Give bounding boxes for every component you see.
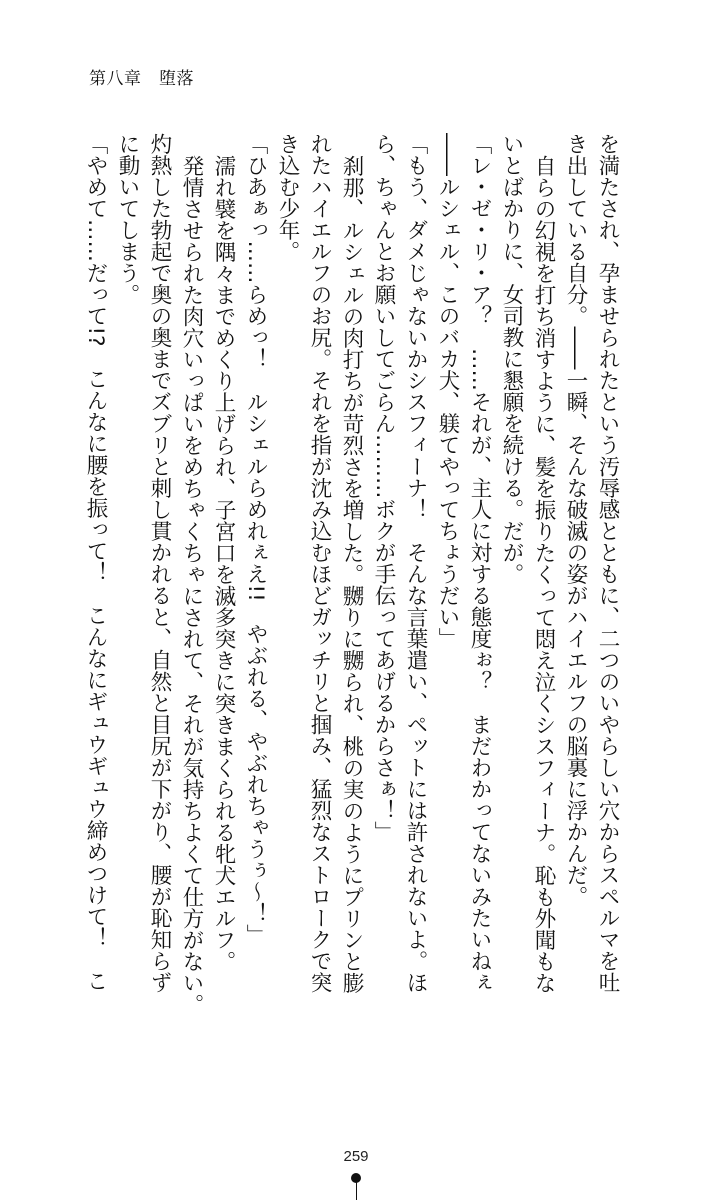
text-column: 「もう、ダメじゃないかシスフィーナ！ そんな言葉遣い、ペットには許されないよ。ほ [403,133,428,993]
text-column: 自らの幻視を打ち消すように、髪を振りたくって悶え泣くシスフィーナ。恥も外聞もな [531,154,556,993]
text-column: 刹那、ルシェルの肉打ちが苛烈さを増した。嬲りに嬲られ、桃の実のようにプリンと膨 [339,154,364,993]
page-number: 259 [343,1148,369,1165]
text-column: ――ルシェル、このバカ犬、躾てやってちょうだい」 [435,133,460,649]
text-column: ら、ちゃんとお願いしてごらん………ボクが手伝ってあげるからさぁ！」 [371,133,396,843]
vertical-body-text [79,133,623,1013]
text-column: を満たされ、孕ませられたという汚辱感とともに、二つのいやらしい穴からスペルマを吐 [595,133,620,993]
text-column: 「レ・ゼ・リ・ア？ ……それが、主人に対する態度ぉ？ まだわかってないみたいねぇ [467,133,492,993]
page-marker-line [356,1180,357,1200]
text-column: 「ひあぁっ……らめっ！ ルシェルらめれぇえ!! やぶれる、やぶれちゃうぅ～！」 [243,133,268,946]
text-column: 「やめて……だって!? こんなに腰を振って！ こんなにギュウギュウ締めつけて！ こ [83,133,108,992]
text-column: 濡れ襞を隅々までめくり上げられ、子宮口を滅多突きに突きまくられる牝犬エルフ。 [211,154,236,972]
text-column: き出している自分。――一瞬、そんな破滅の姿がハイエルフの脳裏に浮かんだ。 [563,133,588,907]
chapter-header: 第八章 堕落 [89,69,194,89]
text-column: 灼熱した勃起で奥の奥までズブリと刺し貫かれると、自然と目尻が下がり、腰が恥知らず [147,133,172,993]
text-column: いとばかりに、女司教に懇願を続ける。だが。 [499,133,524,585]
text-column: に動いてしまう。 [115,133,140,305]
text-column: き込む少年。 [275,133,300,262]
text-column: れたハイエルフのお尻。それを指が沈み込むほどガッチリと掴み、猛烈なストロークで突 [307,133,332,993]
text-column: 発情させられた肉穴いっぱいをめちゃくちゃにされて、それが気持ちよくて仕方がない。 [179,154,204,1015]
